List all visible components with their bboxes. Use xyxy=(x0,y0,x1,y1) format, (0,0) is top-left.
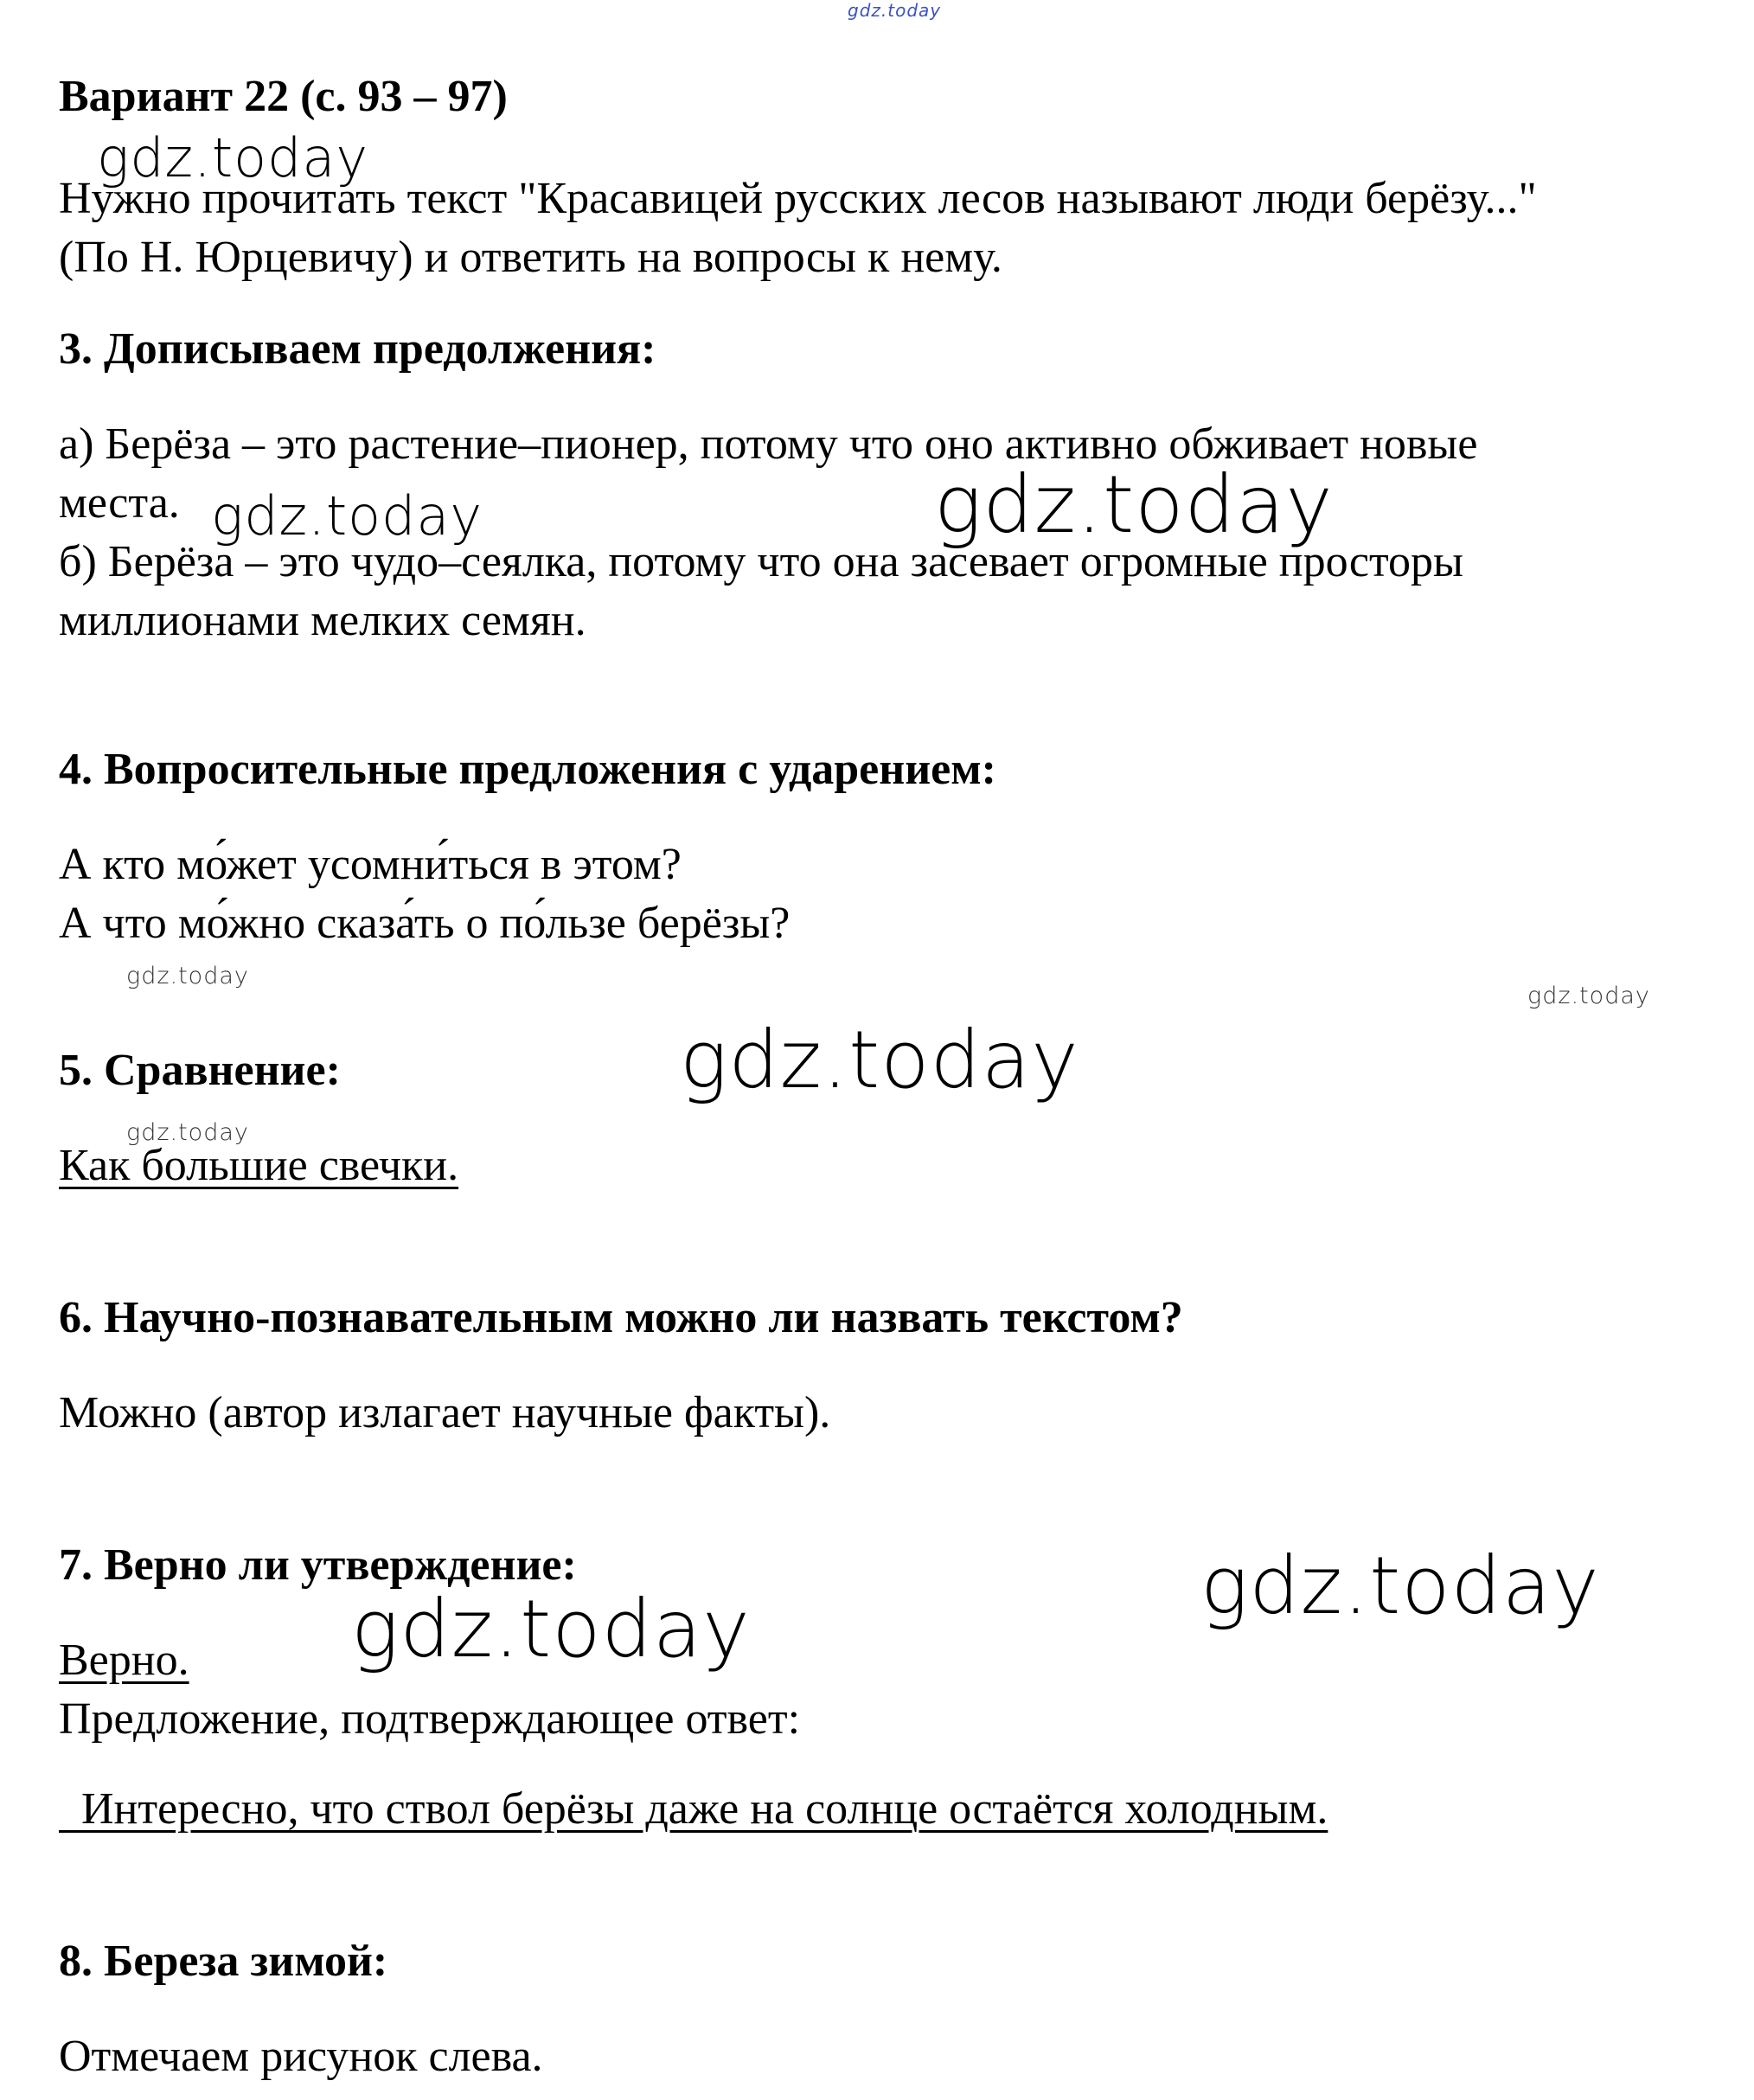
section-6-heading: 6. Научно-познавательным можно ли назвать текстом? xyxy=(59,1293,1183,1342)
section-3-line: миллионами мелких семян. xyxy=(59,596,586,645)
section-8-answer: Отмечаем рисунок слева. xyxy=(59,2032,543,2081)
section-3-line: места. xyxy=(59,478,180,528)
watermark: gdz.today xyxy=(126,963,249,989)
intro-line: Нужно прочитать текст "Красавицей русских лесов называют люди берёзу..." xyxy=(59,174,1537,223)
watermark: gdz.today xyxy=(211,484,483,547)
section-7-proof-label: Предложение, подтверждающее ответ: xyxy=(59,1694,801,1744)
watermark: gdz.today xyxy=(97,126,369,189)
section-4-line: А что мо́жно сказа́ть о по́льзе берёзы? xyxy=(59,899,791,948)
intro-line: (По Н. Юрцевичу) и ответить на вопросы к нему. xyxy=(59,233,1002,282)
section-7-answer: Верно. xyxy=(59,1636,189,1685)
watermark: gdz.today xyxy=(1200,1540,1600,1632)
section-5-heading: 5. Сравнение: xyxy=(59,1046,341,1095)
watermark: gdz.today xyxy=(680,1014,1079,1106)
section-4-heading: 4. Вопросительные предложения с ударением: xyxy=(59,745,997,794)
section-7-proof: Интересно, что ствол берёзы даже на солнце остаётся холодным. xyxy=(59,1784,1328,1834)
section-5-answer: Как большие свечки. xyxy=(59,1141,459,1190)
watermark-top: gdz.today xyxy=(848,0,942,21)
section-6-answer: Можно (автор излагает научные факты). xyxy=(59,1388,831,1437)
section-7-heading: 7. Верно ли утверждение: xyxy=(59,1540,577,1590)
section-4-line: А кто мо́жет усомни́ться в этом? xyxy=(59,840,682,889)
section-3-heading: 3. Дописываем предолжения: xyxy=(59,324,656,374)
watermark: gdz.today xyxy=(351,1583,751,1675)
page-title: Вариант 22 (с. 93 – 97) xyxy=(59,72,508,121)
watermark: gdz.today xyxy=(934,458,1334,551)
section-8-heading: 8. Береза зимой: xyxy=(59,1937,388,1986)
section-3-line: б) Берёза – это чудо–сеялка, потому что она засевает огромные просторы xyxy=(59,537,1463,586)
watermark: gdz.today xyxy=(1527,983,1650,1009)
section-3-line: а) Берёза – это растение–пионер, потому что оно активно обживает новые xyxy=(59,419,1478,469)
watermark: gdz.today xyxy=(126,1119,249,1146)
